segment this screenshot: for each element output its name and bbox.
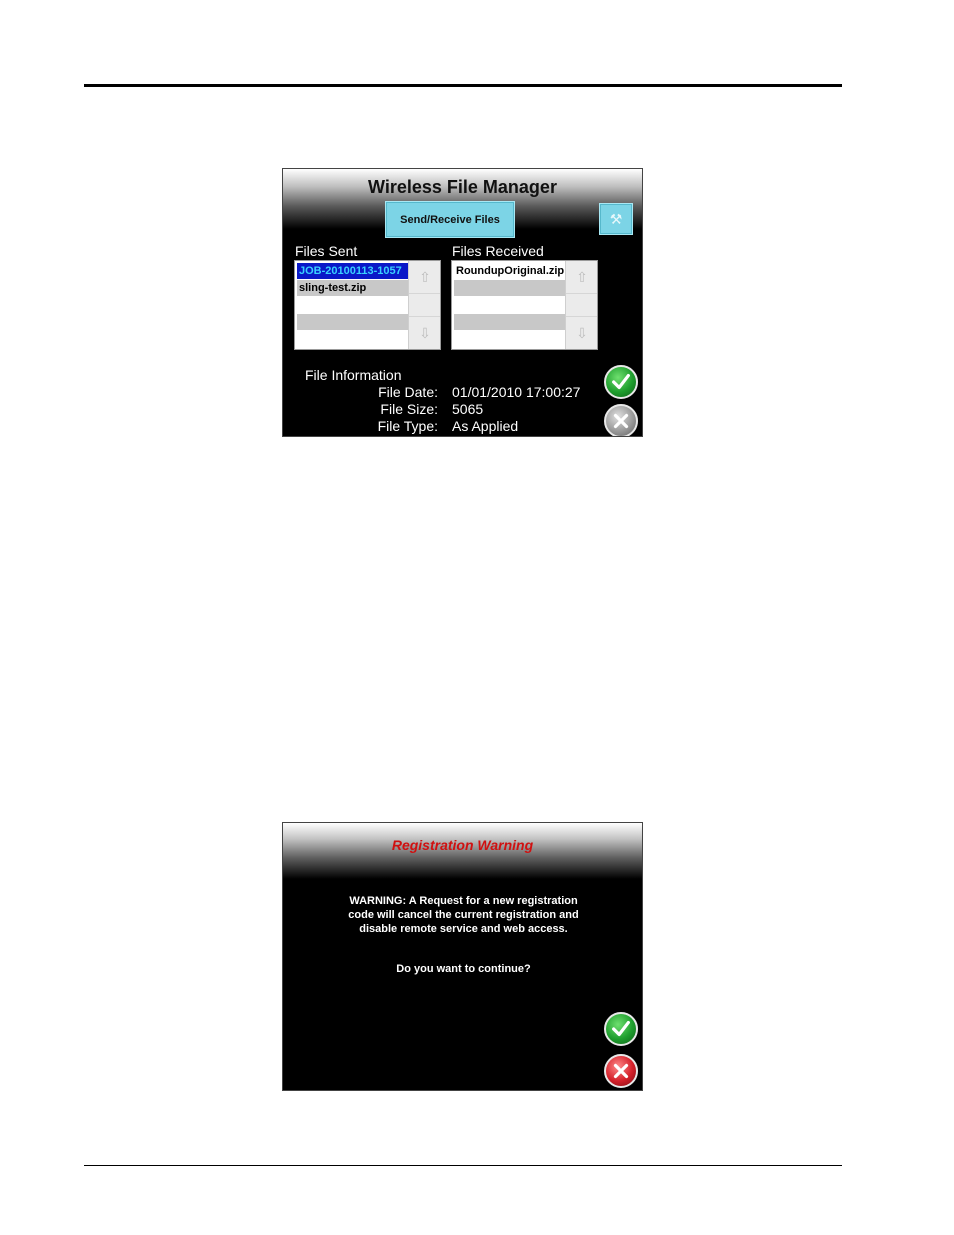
warning-line: code will cancel the current registration and [348, 909, 579, 921]
scroll-track[interactable] [409, 293, 441, 317]
file-type-label: File Type: [377, 418, 438, 434]
files-sent-label: Files Sent [295, 243, 358, 259]
title-bar [283, 823, 642, 879]
cancel-button[interactable] [604, 404, 638, 437]
file-date-label: File Date: [378, 384, 438, 400]
files-received-label: Files Received [452, 243, 544, 259]
check-icon [610, 371, 632, 393]
wireless-file-manager-screen [282, 168, 643, 437]
files-sent-list [294, 260, 441, 350]
scroll-track[interactable] [566, 293, 598, 317]
list-item[interactable]: RoundupOriginal.zip [456, 265, 565, 277]
page-bottom-rule [84, 1165, 842, 1166]
warning-line: disable remote service and web access. [359, 923, 568, 935]
list-item[interactable]: JOB-20100113-1057 [297, 263, 408, 279]
list-item-empty[interactable] [297, 297, 408, 313]
file-date-value: 01/01/2010 17:00:27 [452, 384, 581, 400]
file-size-label: File Size: [380, 401, 438, 417]
accept-button[interactable] [604, 365, 638, 399]
x-icon [610, 410, 632, 432]
warning-line: WARNING: A Request for a new registration [349, 895, 578, 907]
list-item-empty[interactable] [454, 297, 565, 313]
scroll-up-icon[interactable]: ⇧ [576, 268, 588, 285]
files-received-scrollbar[interactable] [565, 261, 598, 349]
check-icon [610, 1018, 632, 1040]
accept-button[interactable] [604, 1012, 638, 1046]
file-information-heading: File Information [305, 367, 402, 383]
cancel-button[interactable] [604, 1054, 638, 1088]
scroll-down-icon[interactable]: ⇩ [419, 324, 431, 341]
x-icon [610, 1060, 632, 1082]
registration-warning-screen [282, 822, 643, 1091]
settings-button[interactable] [599, 203, 633, 235]
file-size-value: 5065 [452, 401, 484, 417]
files-sent-scrollbar[interactable] [408, 261, 441, 349]
list-item-empty[interactable] [297, 314, 408, 330]
page-top-rule [84, 84, 842, 87]
wrench-icon: ⚒ [609, 210, 623, 227]
send-receive-files-button[interactable]: Send/Receive Files [385, 201, 515, 238]
warning-message [303, 894, 624, 936]
list-item[interactable]: sling-test.zip [297, 280, 408, 296]
confirm-question: Do you want to continue? [396, 963, 531, 975]
screen-title: Registration Warning [391, 837, 534, 853]
scroll-up-icon[interactable]: ⇧ [419, 268, 431, 285]
file-type-value: As Applied [452, 418, 519, 434]
list-item-empty[interactable] [454, 314, 565, 330]
list-item-empty[interactable] [454, 280, 565, 296]
scroll-down-icon[interactable]: ⇩ [576, 324, 588, 341]
screen-title: Wireless File Manager [368, 177, 557, 197]
files-received-list [451, 260, 598, 350]
